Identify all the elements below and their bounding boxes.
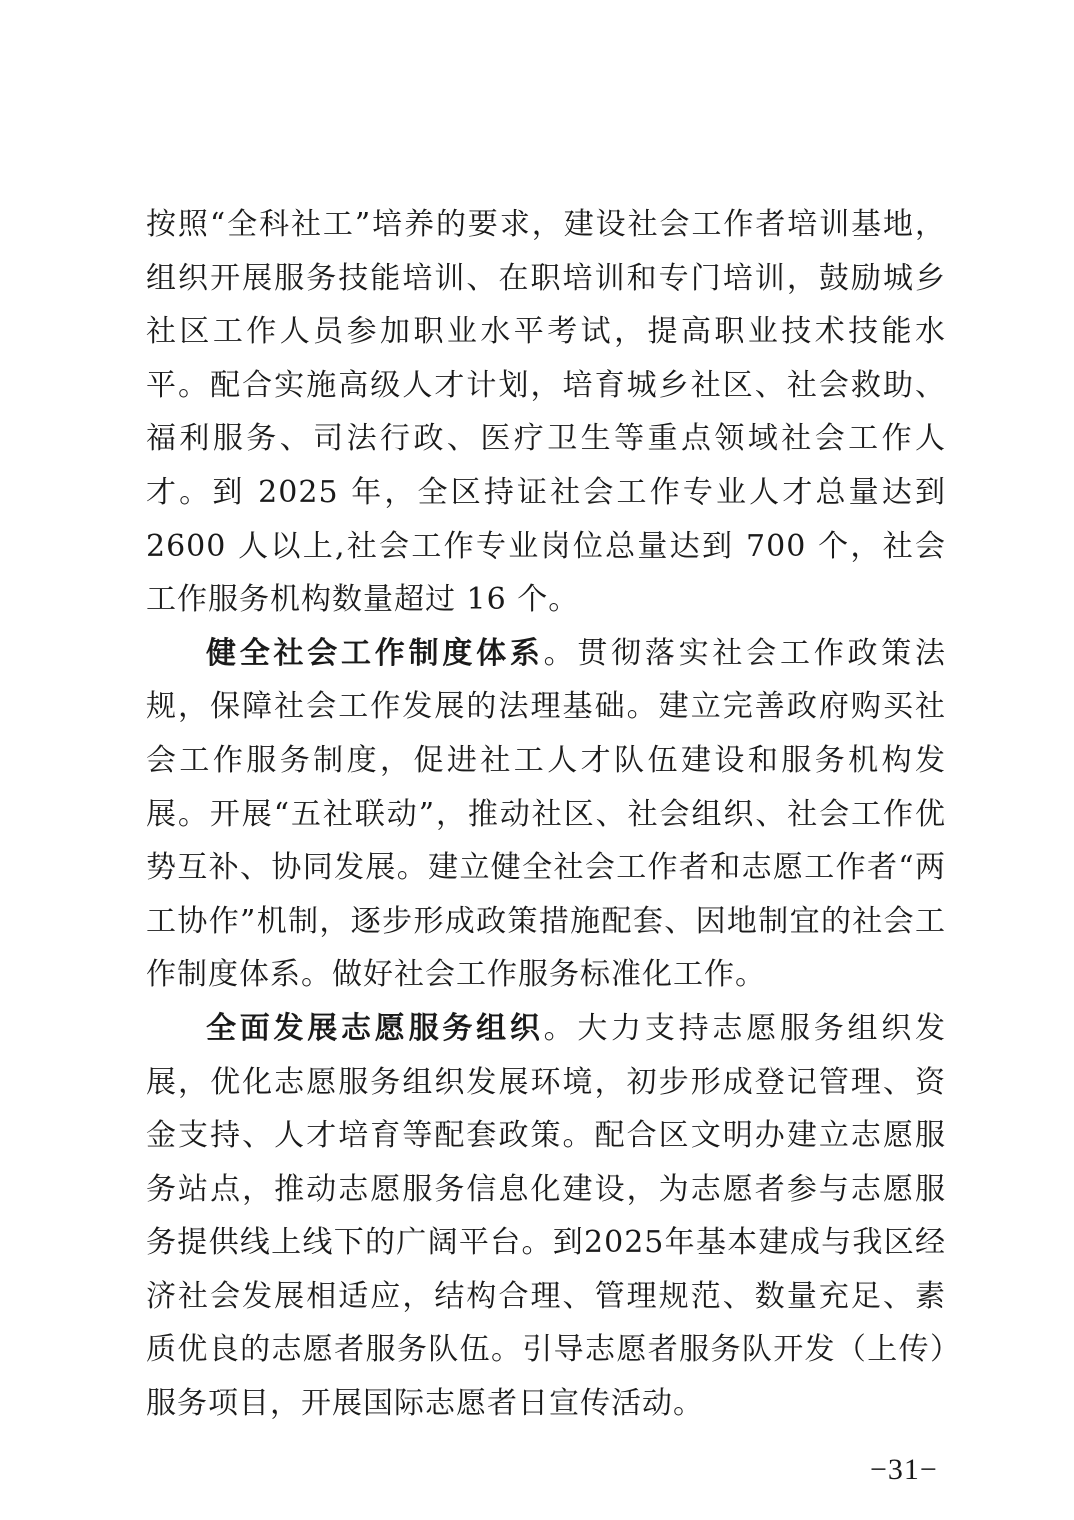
paragraph-lead: 健全社会工作制度体系	[206, 635, 544, 671]
paragraph-social-work-system	[146, 627, 946, 1002]
paragraph-text: 按照“全科社工”培养的要求，建设社会工作者培训基地，组织开展服务技能培训、在职培训和专门培训，鼓励城乡社区工作人员参加职业水平考试，提高职业技术技能水平。配合实施高级人才计划，培育城乡社区、社会救助、福利服务、司法行政、医疗卫生等重点领域社会工作人才。到 2025 年，全区持证社会工作专业人才总量达到 2600 人以上,社会工作专业岗位总量达到 700 个，社会工作服务机构数量超过 16 个。	[146, 207, 946, 618]
paragraph-volunteer-service	[146, 1002, 946, 1431]
paragraph-lead: 全面发展志愿服务组织	[206, 1010, 544, 1046]
paragraph-social-work-training	[146, 198, 946, 627]
body-text	[146, 198, 946, 1431]
paragraph-text: 。贯彻落实社会工作政策法规，保障社会工作发展的法理基础。建立完善政府购买社会工作服务制度，促进社工人才队伍建设和服务机构发展。开展“五社联动”，推动社区、社会组织、社会工作优势互补、协同发展。建立健全社会工作者和志愿工作者“两工协作”机制，逐步形成政策措施配套、因地制宜的社会工作制度体系。做好社会工作服务标准化工作。	[146, 635, 947, 993]
paragraph-text: 。大力支持志愿服务组织发展，优化志愿服务组织发展环境，初步形成登记管理、资金支持、人才培育等配套政策。配合区文明办建立志愿服务站点，推动志愿服务信息化建设，为志愿者参与志愿服务提供线上线下的广阔平台。到2025年基本建成与我区经济社会发展相适应，结构合理、管理规范、数量充足、素质优良的志愿者服务队伍。引导志愿者服务队开发（上传）服务项目，开展国际志愿者日宣传活动。	[146, 1010, 947, 1422]
page-number: −31−	[870, 1453, 938, 1486]
